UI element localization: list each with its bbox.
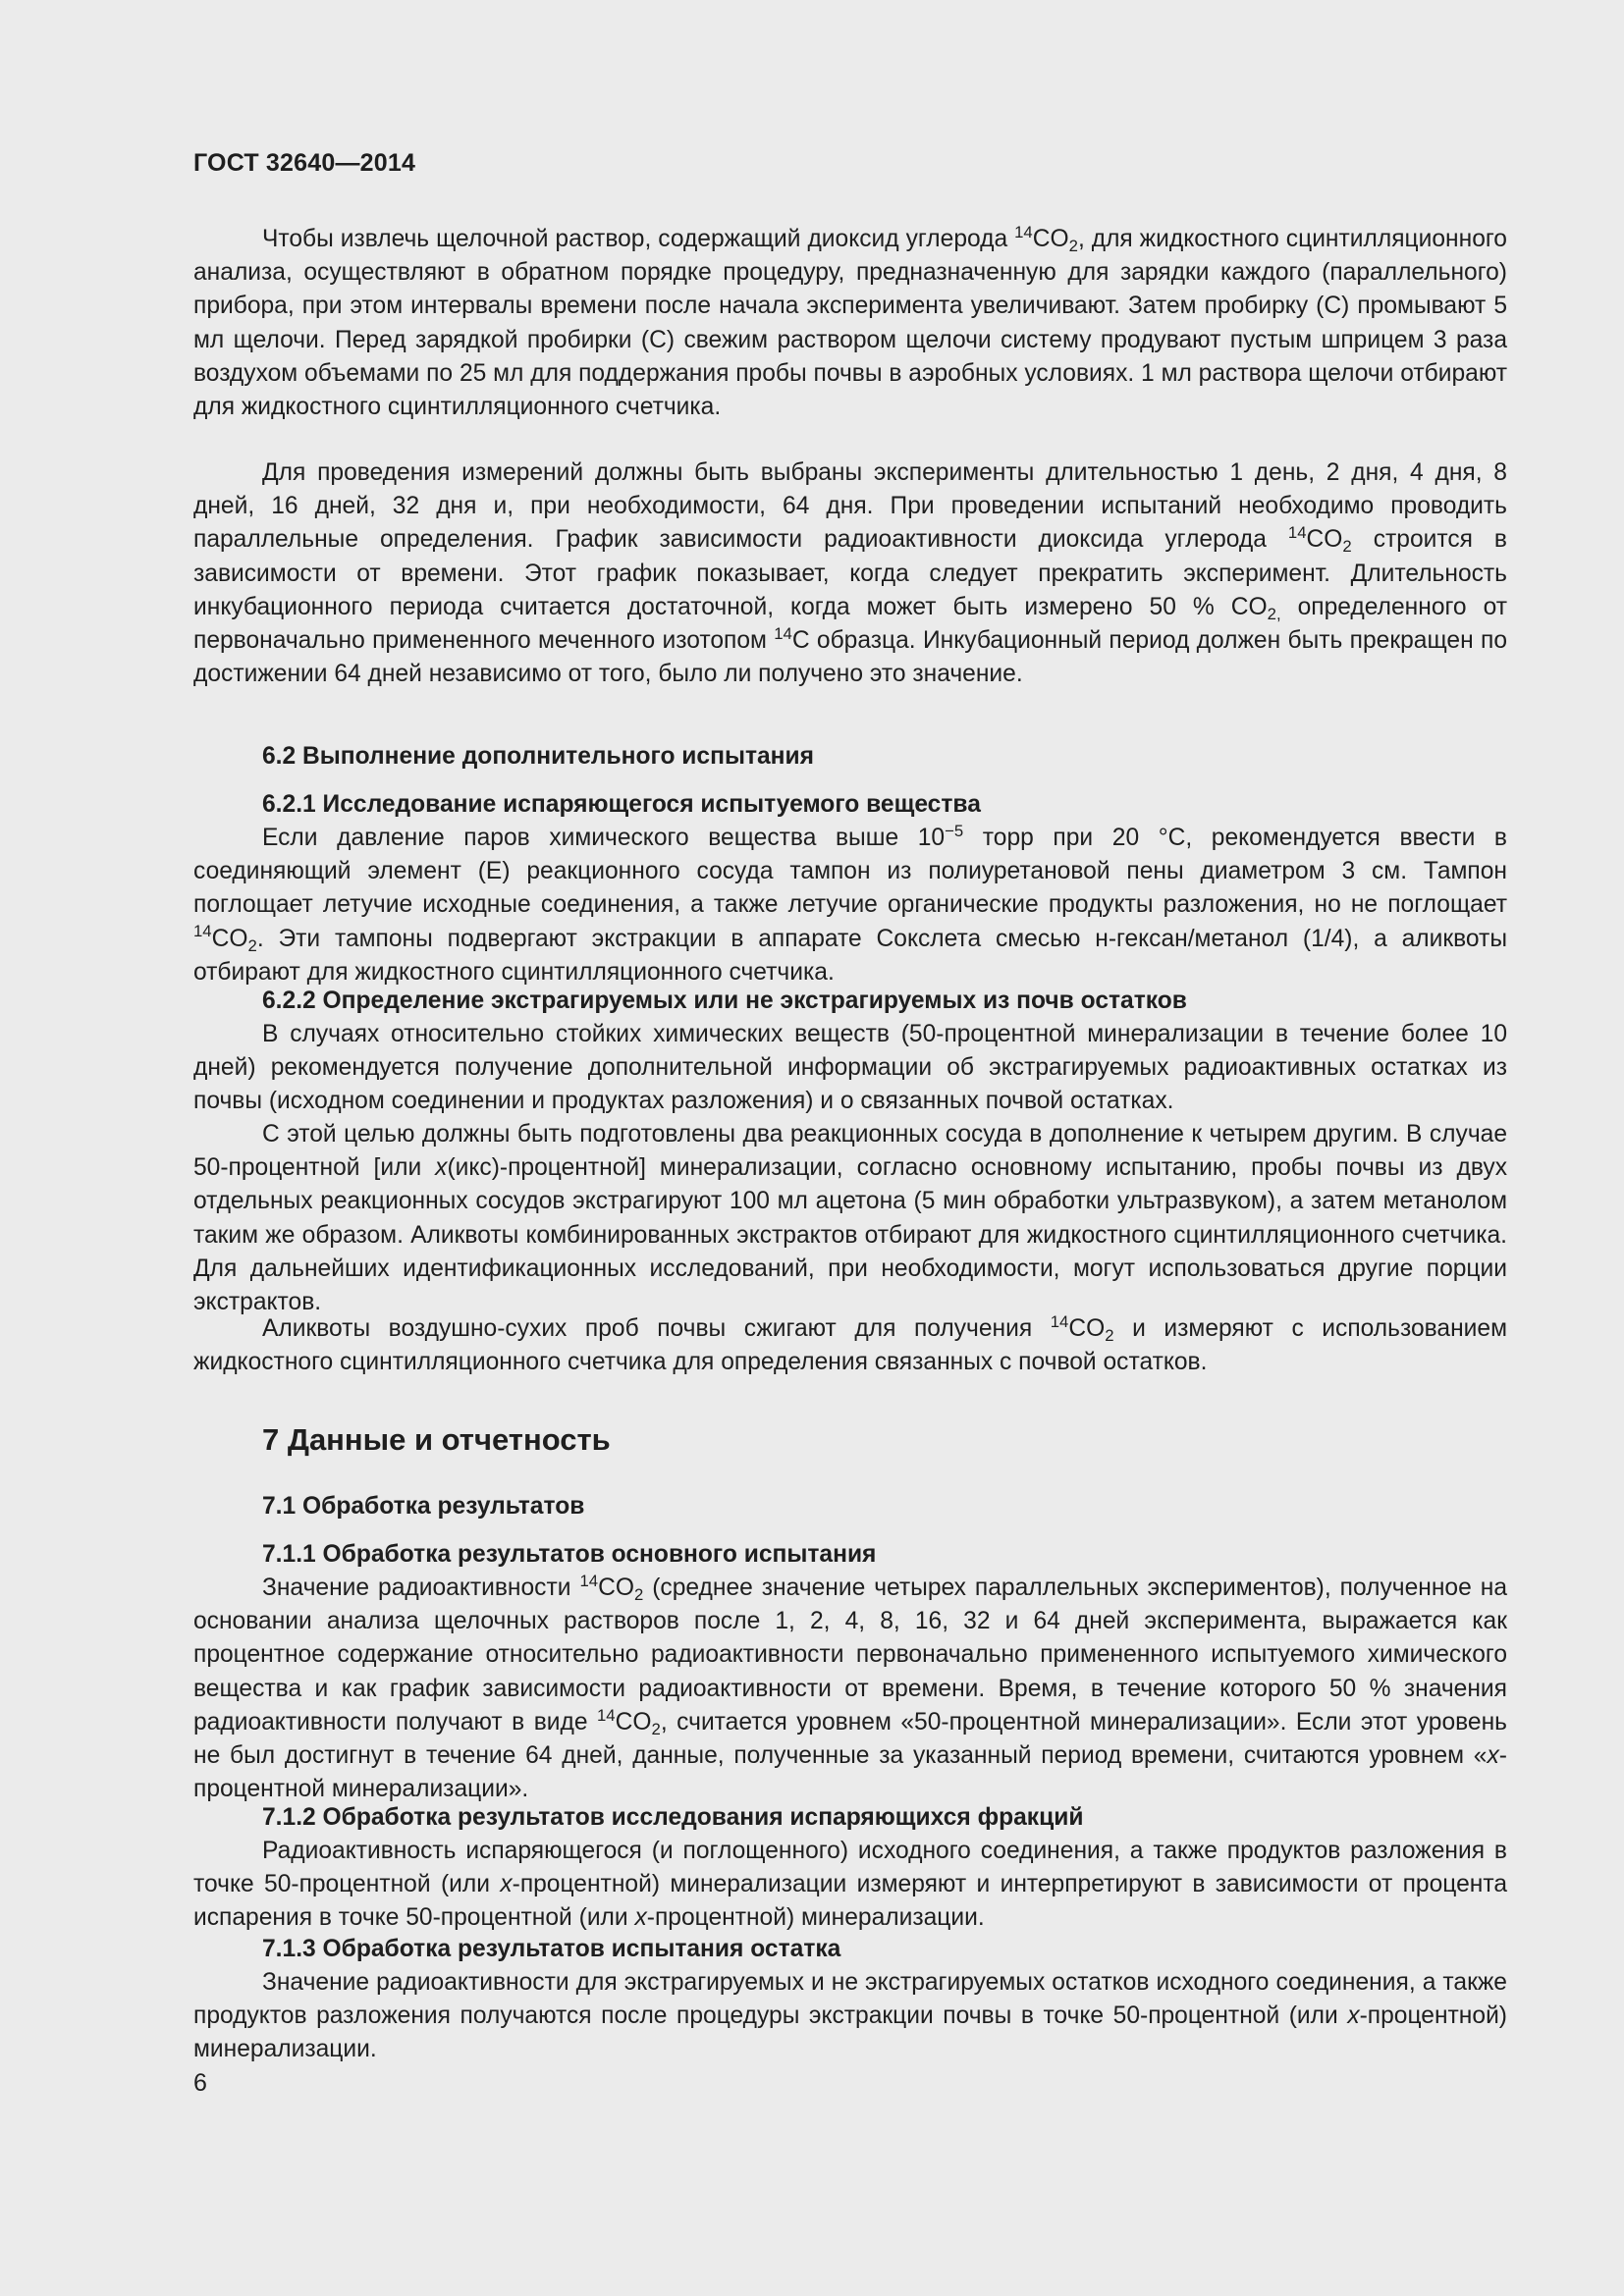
paragraph-6-2-2-a: В случаях относительно стойких химических веществ (50-процентной минерализации в течение более 10 дней) рекомендуется получение дополнительной информации об экстрагируемых радиоактивных остатках из почвы (исходном соединении и продуктах разложения) и о связанных почвой остатках. xyxy=(193,1021,1507,1115)
paragraph-extract-alkali: Чтобы извлечь щелочной раствор, содержащий диоксид углерода $^{14}CO_2$, для жидкостного сцинтилляционного анализа, осуществляют в обратном порядке процедуру, предназначенную для зарядки каждого (параллельного) прибора, при этом интервалы времени после начала эксперимента увеличивают. Затем пробирку (С) промывают 5 мл щелочи. Перед зарядкой пробирки (С) свежим раствором щелочи систему продувают пустым шприцем 3 раза воздухом объемами по 25 мл для поддержания пробы почвы в аэробных условиях. 1 мл раствора щелочи отбирают для жидкостного сцинтилляционного счетчика. xyxy=(193,222,1507,421)
heading-7-1: 7.1 Обработка результатов xyxy=(262,1493,585,1520)
heading-7-1-1: 7.1.1 Обработка результатов основного испытания xyxy=(262,1541,877,1568)
page-number: 6 xyxy=(193,2069,207,2097)
heading-7-1-3: 7.1.3 Обработка результатов испытания остатка xyxy=(262,1936,841,1962)
paragraph-7-1-3: Значение радиоактивности для экстрагируемых и не экстрагируемых остатков исходного соединения, а также продуктов разложения получаются после процедуры экстракции почвы в точке 50-процентной (или x-процентной) минерализации. xyxy=(193,1969,1507,2063)
paragraph-6-2-1: Если давление паров химического вещества выше $10^{-5}$ торр при 20 °C, рекомендуется ввести в соединяющий элемент (Е) реакционного сосуда тампон из полиуретановой пены диаметром 3 см. Тампон поглощает летучие исходные соединения, а также летучие органические продукты разложения, но не поглощает $^{14}CO_2$. Эти тампоны подвергают экстракции в аппарате Сокслета смесью н-гексан/метанол (1/4), а аликвоты отбирают для жидкостного сцинтилляционного счетчика. xyxy=(193,821,1507,986)
heading-6-2: 6.2 Выполнение дополнительного испытания xyxy=(262,743,815,770)
paragraph-6-2-2-b: С этой целью должны быть подготовлены два реакционных сосуда в дополнение к четырем другим. В случае 50-процентной [или x(икс)-процентной] минерализации, согласно основному испытанию, пробы почвы из двух отдельных реакционных сосудов экстрагируют 100 мл ацетона (5 мин обработки ультразвуком), а затем метанолом таким же образом. Аликвоты комбинированных экстрактов отбирают для жидкостного сцинтилляционного счетчика. Для дальнейших идентификационных исследований, при необходимости, могут использоваться другие порции экстрактов. xyxy=(193,1121,1507,1316)
heading-7: 7 Данные и отчетность xyxy=(262,1422,611,1457)
standard-header: ГОСТ 32640—2014 xyxy=(193,149,416,177)
paragraph-6-2-2-c: Аликвоты воздушно-сухих проб почвы сжигают для получения $^{14}CO_2$ и измеряют с использованием жидкостного сцинтилляционного счетчика для определения связанных с почвой остатков. xyxy=(193,1311,1508,1376)
paragraph-7-1-2: Радиоактивность испаряющегося (и поглощенного) исходного соединения, а также продуктов разложения в точке 50-процентной (или x-процентной) минерализации измеряют и интерпретируют в зависимости от процента испарения в точке 50-процентной (или x-процентной) минерализации. xyxy=(193,1838,1507,1932)
heading-6-2-2: 6.2.2 Определение экстрагируемых или не экстрагируемых из почв остатков xyxy=(262,988,1187,1014)
paragraph-measurement-durations: Для проведения измерений должны быть выбраны эксперименты длительностью 1 день, 2 дня, 4 дня, 8 дней, 16 дней, 32 дня и, при необходимости, 64 дня. При проведении испытаний необходимо проводить параллельные определения. График зависимости радиоактивности диоксида углерода $^{14}CO_2$ строится в зависимости от времени. Этот график показывает, когда следует прекратить эксперимент. Длительность инкубационного периода считается достаточной, когда может быть измерено 50 % $CO_{2,}$ определенного от первоначально примененного меченного изотопом $^{14}$C образца. Инкубационный период должен быть прекращен по достижении 64 дней независимо от того, было ли получено это значение. xyxy=(193,459,1507,688)
heading-7-1-2: 7.1.2 Обработка результатов исследования испаряющихся фракций xyxy=(262,1804,1084,1831)
heading-6-2-1: 6.2.1 Исследование испаряющегося испытуемого вещества xyxy=(262,791,981,818)
paragraph-7-1-1: Значение радиоактивности $^{14}CO_2$ (среднее значение четырех параллельных экспериментов), полученное на основании анализа щелочных растворов после 1, 2, 4, 8, 16, 32 и 64 дней эксперимента, выражается как процентное содержание относительно радиоактивности первоначально примененного испытуемого химического вещества и как график зависимости радиоактивности от времени. Время, в течение которого 50 % значения радиоактивности получают в виде $^{14}CO_2$, считается уровнем «50-процентной минерализации». Если этот уровень не был достигнут в течение 64 дней, данные, полученные за указанный период времени, считаются уровнем «x-процентной минерализации». xyxy=(193,1571,1507,1803)
